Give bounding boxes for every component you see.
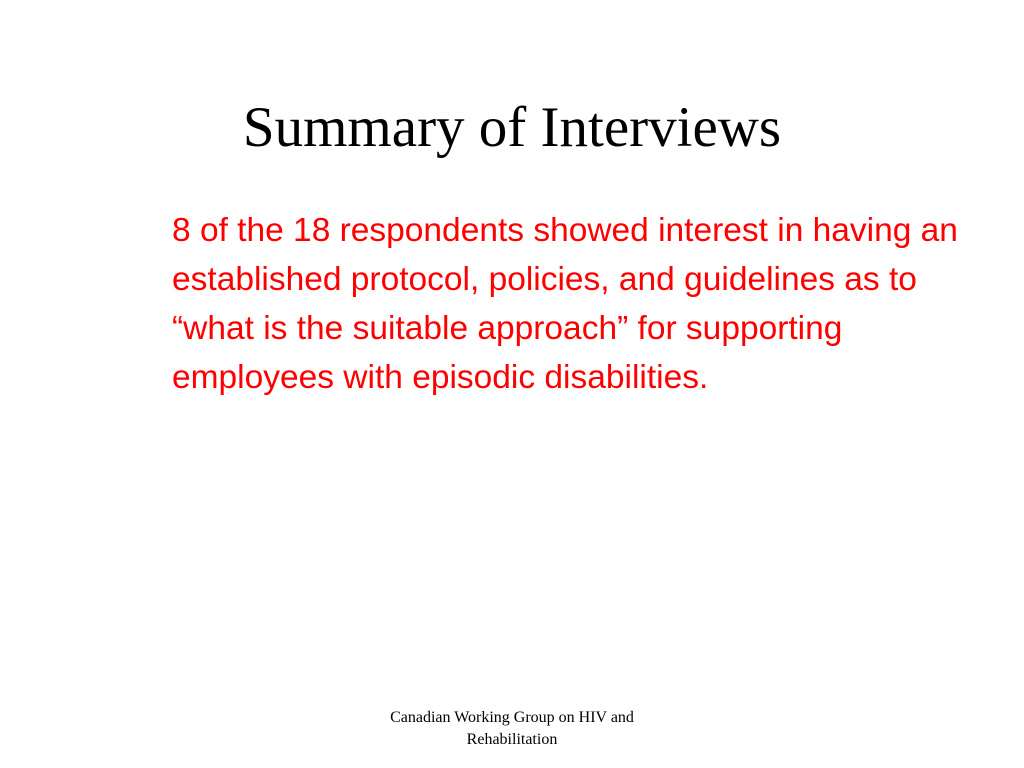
footer-line-2: Rehabilitation [466,731,558,748]
slide-body-text: 8 of the 18 respondents showed interest in having an established protocol, policies, and guidelines as to “what is the suitable approach” for supporting employees with episodic disabilities. [172,212,958,396]
slide-footer [362,707,662,751]
footer-line-1: Canadian Working Group on HIV and [390,709,634,726]
slide-title: Summary of Interviews [242,96,782,159]
